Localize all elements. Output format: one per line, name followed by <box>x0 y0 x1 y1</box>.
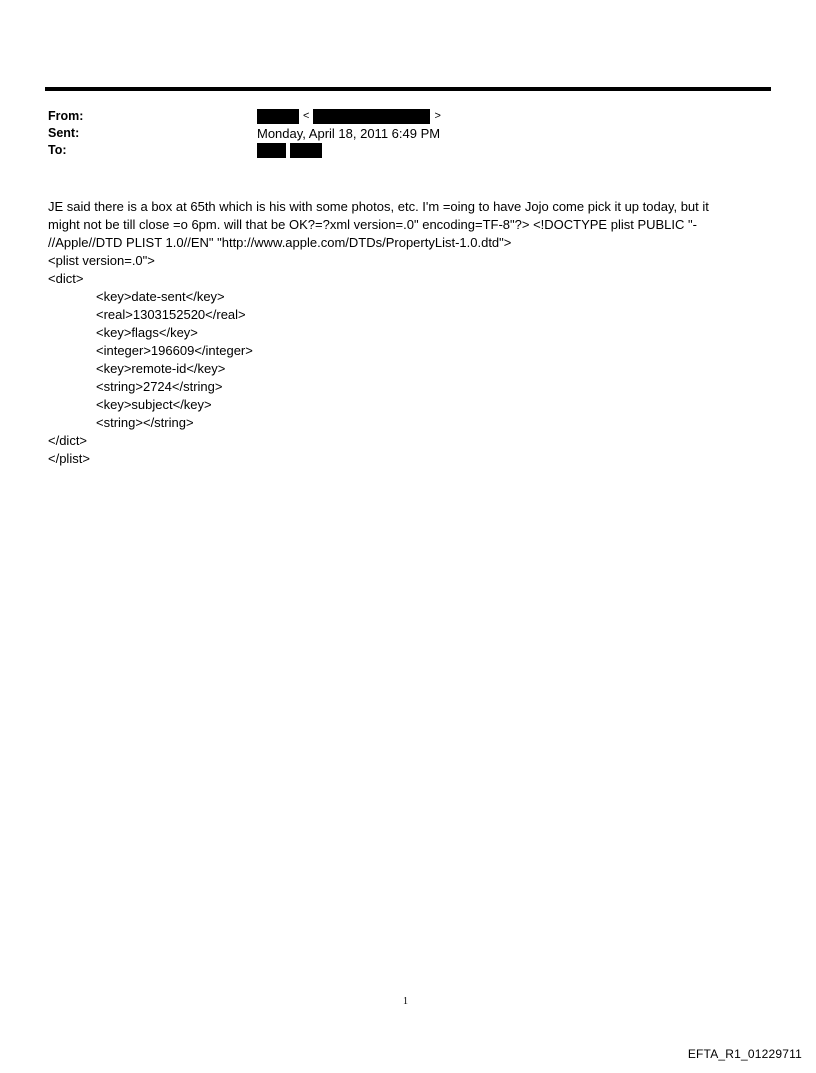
redaction-bar <box>313 109 430 124</box>
body-line: <string></string> <box>96 415 194 430</box>
to-row <box>48 142 768 159</box>
body-line: <string>2724</string> <box>96 379 223 394</box>
from-label: From: <box>48 109 84 123</box>
sent-row <box>48 125 768 142</box>
redaction-bar <box>290 143 322 158</box>
page-number: 1 <box>403 996 408 1007</box>
from-open-bracket: < <box>303 110 310 122</box>
body-line: might not be till close =o 6pm. will that be OK?=?xml version=.0" encoding=TF-8"?> <!DOCTYPE plist PUBLIC "- <box>48 217 697 232</box>
to-label: To: <box>48 143 67 157</box>
from-value <box>257 108 445 125</box>
header-rule <box>45 87 771 91</box>
from-close-bracket: > <box>434 110 441 122</box>
body-line: <key>remote-id</key> <box>96 361 226 376</box>
body-line: </dict> <box>48 433 88 448</box>
sent-label: Sent: <box>48 126 80 140</box>
redaction-bar <box>257 143 286 158</box>
body-line: //Apple//DTD PLIST 1.0//EN" "http://www.apple.com/DTDs/PropertyList-1.0.dtd"> <box>48 235 512 250</box>
body-line: <plist version=.0"> <box>48 253 155 268</box>
body-line: <key>subject</key> <box>96 397 212 412</box>
sent-value: Monday, April 18, 2011 6:49 PM <box>257 126 441 141</box>
document-id: EFTA_R1_01229711 <box>687 1047 802 1061</box>
body-line: </plist> <box>48 451 90 466</box>
body-line: <dict> <box>48 271 84 286</box>
body-line: JE said there is a box at 65th which is his with some photos, etc. I'm =oing to have Jojo come pick it up today, but it <box>48 199 709 214</box>
redaction-bar <box>257 109 299 124</box>
body-line: <real>1303152520</real> <box>96 307 246 322</box>
email-header <box>48 108 768 159</box>
from-row <box>48 108 768 125</box>
body-line: <integer>196609</integer> <box>96 343 253 358</box>
body-line: <key>flags</key> <box>96 325 198 340</box>
body-line: <key>date-sent</key> <box>96 289 225 304</box>
to-value <box>257 142 322 159</box>
email-body <box>48 198 758 468</box>
